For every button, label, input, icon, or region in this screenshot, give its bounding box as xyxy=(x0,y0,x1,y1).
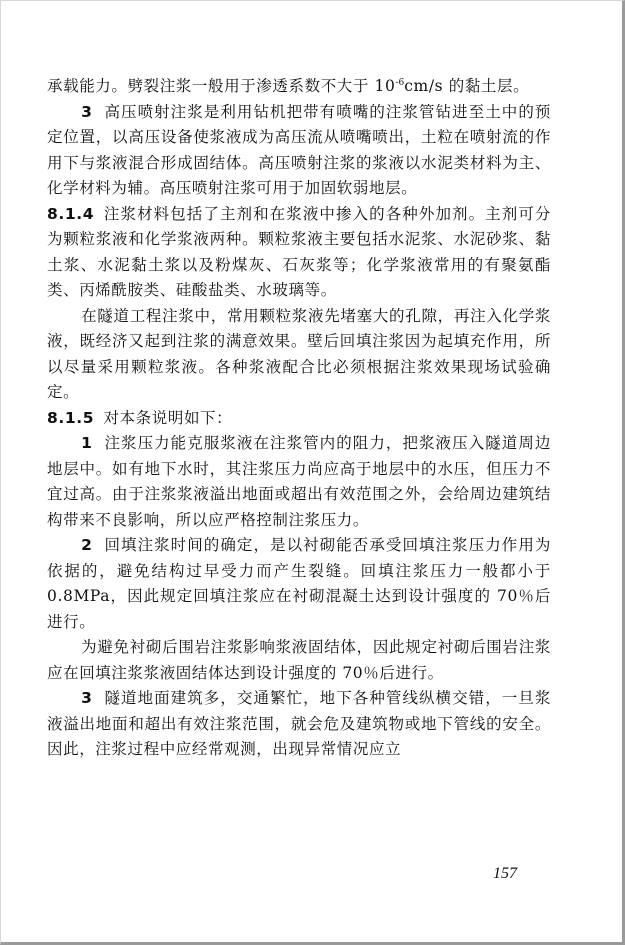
paragraph-text: 高压喷射注浆是利用钻机把带有喷嘴的注浆管钻进至土中的预定位置，以高压设备使浆液成为高压流从喷嘴喷出，土粒在喷射流的作用下与浆液混合形成固结体。高压喷射注浆的浆液以水泥类材料为主、化学材料为辅。高压喷射注浆可用于加固软弱地层。 xyxy=(47,102,551,197)
paragraph-text: 回填注浆时间的确定，是以衬砌能否承受回填注浆压力作用为依据的，避免结构过早受力而产生裂缝。回填注浆压力一般都小于 0.8MPa，因此规定回填注浆应在衬砌混凝土达到设计强度的 70％后进行。 xyxy=(47,536,551,631)
paragraph-surrounding-rock xyxy=(47,635,551,686)
paragraph-grouting-pressure xyxy=(47,431,551,533)
paragraph-text: 承载能力。劈裂注浆一般用于渗透系数不大于 10 xyxy=(47,77,396,95)
paragraph-text: 为避免衬砌后围岩注浆影响浆液固结体，因此规定衬砌后围岩注浆应在回填注浆浆液固结体达到设计强度的 70％后进行。 xyxy=(47,638,551,682)
paragraph-text: 在隧道工程注浆中，常用颗粒浆液先堵塞大的孔隙，再注入化学浆液，既经济又起到注浆的满意效果。壁后回填注浆因为起填充作用，所以尽量采用颗粒浆液。各种浆液配合比必须根据注浆效果现场试验确定。 xyxy=(47,306,551,401)
paragraph-tunnel-grouting xyxy=(47,304,551,406)
paragraph-backfill-timing xyxy=(47,533,551,635)
exponent: -6 xyxy=(395,78,405,88)
item-number: 1 xyxy=(81,434,93,452)
item-number: 3 xyxy=(81,102,93,121)
section-number: 8.1.4 xyxy=(47,204,95,223)
paragraph-text: 对本条说明如下： xyxy=(103,408,233,427)
paragraph-jet-grouting xyxy=(47,100,551,202)
paragraph-text: 隧道地面建筑多，交通繁忙，地下各种管线纵横交错，一旦浆液溢出地面和超出有效注浆范围，就会危及建筑物或地下管线的安全。因此，注浆过程中应经常观测，出现异常情况应立 xyxy=(47,689,551,758)
paragraph-text: 注浆材料包括了主剂和在浆液中掺入的各种外加剂。主剂可分为颗粒浆液和化学浆液两种。颗粒浆液主要包括水泥浆、水泥砂浆、黏土浆、水泥黏土浆以及粉煤灰、石灰浆等；化学浆液常用的有聚氨酯类、丙烯酰胺类、硅酸盐类、水玻璃等。 xyxy=(47,204,551,299)
paragraph-grouting-capacity xyxy=(47,71,551,100)
item-number: 3 xyxy=(81,689,93,707)
item-number: 2 xyxy=(81,536,93,554)
paragraph-text: cm/s 的黏土层。 xyxy=(404,77,530,95)
page-number: 157 xyxy=(493,865,517,882)
paragraph-ground-buildings xyxy=(47,686,551,763)
section-8-1-4 xyxy=(47,202,551,304)
page-content xyxy=(47,71,551,763)
paragraph-text: 注浆压力能克服浆液在注浆管内的阻力，把浆液压入隧道周边地层中。如有地下水时，其注浆压力尚应高于地层中的水压，但压力不宜过高。由于注浆浆液溢出地面或超出有效范围之外，会给周边建筑结构带来不良影响，所以应严格控制注浆压力。 xyxy=(47,434,551,529)
section-8-1-5 xyxy=(47,406,551,432)
section-number: 8.1.5 xyxy=(47,408,95,427)
